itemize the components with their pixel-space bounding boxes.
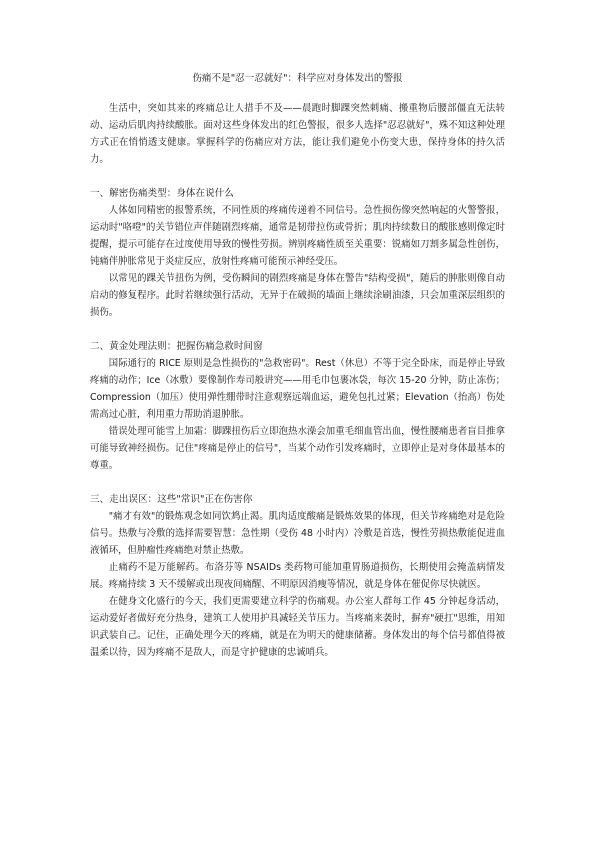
body-paragraph: 止痛药不是万能解药。布洛芬等 NSAIDs 类药物可能加重胃肠道损伤，长期使用会掩盖病情发展。疼痛持续 3 天不缓解或出现夜间痛醒、不明原因消瘦等情况，就是身体在催促你尽快就医。	[90, 562, 505, 590]
body-paragraph: 人体如同精密的报警系统，不同性质的疼痛传递着不同信号。急性损伤像突然响起的火警警报，运动时"咯噔"的关节错位声伴随剧烈疼痛，通常是韧带拉伤或骨折；肌肉持续数日的酸胀感则像定时提醒，提示可能存在过度使用导致的慢性劳损。辨别疼痛性质至关重要：锐痛如刀割多属急性创伤，钝痛伴肿胀常见于炎症反应，放射性疼痛可能预示神经受压。	[90, 205, 505, 267]
section-heading: 二、黄金处理法则：把握伤痛急救时间窗	[90, 341, 263, 352]
body-paragraph: 错误处理可能雪上加霜：脚踝扭伤后立即泡热水澡会加重毛细血管出血，慢性腰痛患者盲目推拿可能导致神经损伤。记住"疼痛是停止的信号"，当某个动作引发疼痛时，立即停止是对身体最基本的尊重。	[90, 426, 505, 471]
section-spacer	[90, 474, 505, 491]
body-paragraph: 国际通行的 RICE 原则是急性损伤的"急救密码"。Rest（休息）不等于完全卧床，而是停止导致疼痛的动作；Ice（冰敷）要像制作寿司般讲究——用毛巾包裹冰袋，每次 15-20 分钟，防止冻伤；Compression（加压）使用弹性绷带时注意观察远端血运，避免包扎过紧；Elevation（抬高）伤处需高过心脏，利用重力帮助消退肿胀。	[90, 358, 505, 420]
body-paragraph: "痛才有效"的锻炼观念如同饮鸩止渴。肌肉适度酸痛是锻炼效果的体现，但关节疼痛绝对是危险信号。热敷与冷敷的选择需要智慧：急性期（受伤 48 小时内）冷敷是首选，慢性劳损热敷能促进血液循环，但肿瘤性疼痛绝对禁止热敷。	[90, 511, 505, 556]
body-paragraph: 以常见的踝关节扭伤为例，受伤瞬间的剧烈疼痛是身体在警告"结构受损"，随后的肿胀则像自动启动的修复程序。此时若继续强行活动，无异于在破损的墙面上继续涂刷油漆，只会加重深层组织的损伤。	[90, 273, 505, 318]
section-spacer	[90, 321, 505, 338]
section-heading: 三、走出误区：这些"常识"正在伤害你	[90, 494, 253, 505]
intro-paragraph: 生活中，突如其来的疼痛总让人措手不及——晨跑时脚踝突然刺痛、搬重物后腰部僵直无法转动、运动后肌肉持续酸胀。面对这些身体发出的红色警报，很多人选择"忍忍就好"，殊不知这种处理方式正在悄悄透支健康。掌握科学的伤痛应对方法，能让我们避免小伤变大患，保持身体的持久活力。	[90, 103, 505, 165]
body-paragraph: 在健身文化盛行的今天，我们更需要建立科学的伤痛观。办公室人群每工作 45 分钟起身活动，运动爱好者做好充分热身，建筑工人使用护具减轻关节压力。当疼痛来袭时，摒弃"硬扛"思维，用知识武装自己。记住，正确处理今天的疼痛，就是在为明天的健康储蓄。身体发出的每个信号都值得被温柔以待，因为疼痛不是敌人，而是守护健康的忠诚哨兵。	[90, 596, 505, 658]
page-title: 伤痛不是"忍一忍就好"：科学应对身体发出的警报	[192, 73, 403, 84]
section-heading: 一、解密伤痛类型：身体在说什么	[90, 188, 234, 199]
section-spacer	[90, 168, 505, 185]
